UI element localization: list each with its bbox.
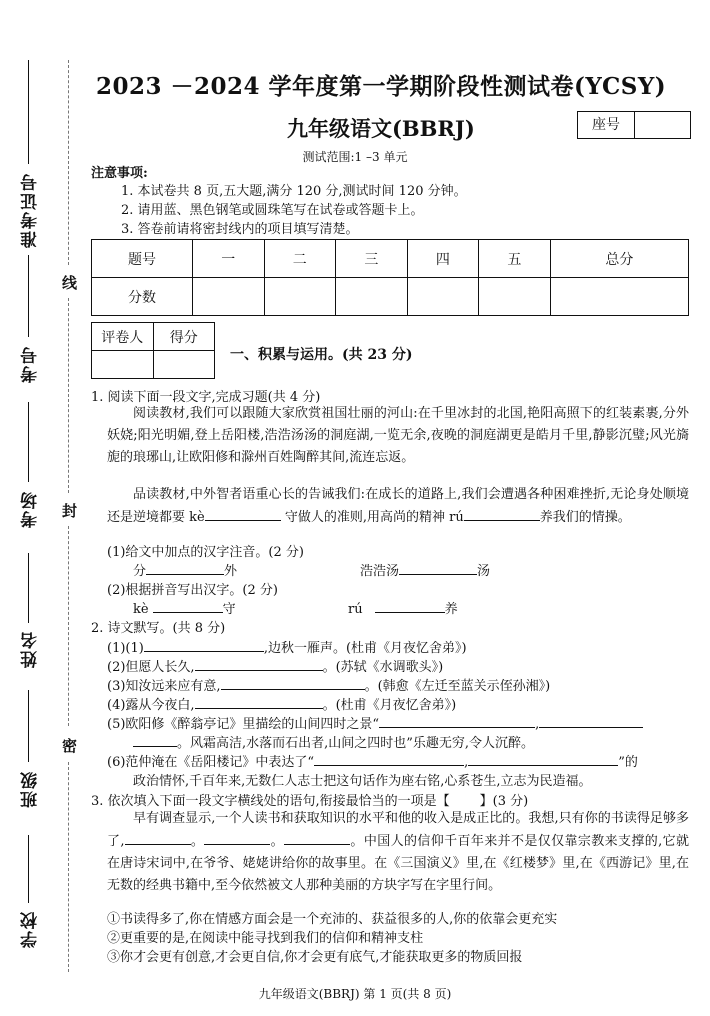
class-line (28, 690, 29, 762)
page-footer: 九年级语文(BBRJ) 第 1 页(共 8 页) (258, 987, 452, 1001)
answer-blank[interactable] (379, 713, 535, 728)
score-cell[interactable] (550, 278, 688, 316)
q2-line-1 (107, 637, 467, 656)
side-label-admission: 准考证号 (21, 172, 41, 248)
answer-blank[interactable] (539, 713, 643, 728)
seal-line-mid (68, 298, 69, 493)
score-cell[interactable] (479, 278, 551, 316)
score-header-cell: 总分 (550, 240, 688, 278)
answer-blank[interactable] (195, 694, 323, 709)
q3-para-b: 中国人的信仰千百年来并不是仅仅靠宗教来支撑的,它就在唐诗宋词中,在爷爷、姥姥讲给你的故事里。在《三国演义》里,在《红楼梦》里,在《西游记》里,在无数的经典书籍中,至今依然被文人那种美丽的方块字写在字里行间。 (107, 834, 689, 893)
q2-l3-text: 。(韩愈《左迁至蓝关示侄孙湘》) (364, 679, 551, 694)
seal-char-line: 线 (62, 274, 78, 292)
side-label-school: 学校 (21, 910, 41, 948)
q3-title-end: 】(3 分) (479, 794, 529, 809)
side-label-name: 姓名 (21, 630, 41, 668)
q1-sub2-a-pinyin: kè (133, 602, 149, 617)
q2-l2-prefix: (2)但愿人长久, (107, 660, 195, 675)
room-line (28, 402, 29, 482)
q2-line-5b (133, 732, 534, 751)
test-range: 测试范围:1 –3 单元 (302, 150, 408, 164)
q2-l4-text: 。(杜甫《月夜忆舍弟》) (322, 698, 457, 713)
q2-l1-text: ,边秋一雁声。(杜甫《月夜忆舍弟》) (263, 641, 467, 656)
q3-paragraph: 早有调查显示,一个人读书和获取知识的水平和他的收入是成正比的。我想,只有你的书读得足够多了, 。 。 。中国人的信仰千百年来并不是仅仅靠宗教来支撑的,它就在唐诗宋词中,在爷爷、姥姥讲给你的故事里。在《三国演义》里,在《红楼梦》里,在《西游记》里,在无数的经典书籍中,至今依然被文人那种美丽的方块字写在字里行间。 (107, 811, 689, 893)
score-cell[interactable] (407, 278, 479, 316)
q3-para-a: 早有调查显示,一个人读书和获取知识的水平和他的收入是成正比的。我想,只有你的书读得足够多了, (107, 811, 689, 849)
notice-item: 1. 本试卷共 8 页,五大题,满分 120 分,测试时间 120 分钟。 (121, 184, 467, 199)
score-header-cell: 一 (193, 240, 265, 278)
q3-title (91, 790, 528, 809)
q1-sub1-b-char2: 汤 (477, 564, 491, 579)
answer-blank[interactable] (153, 598, 223, 613)
score-header-cell: 三 (336, 240, 408, 278)
q2-l1-prefix: (1)(1) (107, 641, 144, 656)
answer-blank[interactable] (464, 506, 540, 521)
seat-label: 座号 (578, 112, 635, 138)
q1-sub1-b-char: 浩浩汤 (360, 564, 400, 579)
side-label-class: 班级 (21, 770, 41, 808)
q1-sub1-a-char2: 外 (224, 564, 238, 579)
q2-l5b-text: 。风霜高洁,水落而石出者,山间之四时也”乐趣无穷,令人沉醉。 (177, 736, 535, 751)
score-header-cell: 二 (264, 240, 336, 278)
answer-blank[interactable] (146, 560, 224, 575)
answer-blank[interactable] (468, 751, 618, 766)
q1-title: 1. 阅读下面一段文字,完成习题(共 4 分) (91, 390, 321, 405)
q2-line-5: (5)欧阳修《醉翁亭记》里描绘的山间四时之景“ , (107, 713, 643, 732)
grader-cell[interactable] (92, 351, 154, 379)
q2-line-4 (107, 694, 456, 713)
side-label-room: 考场 (21, 490, 41, 528)
section-title: 一、积累与运用。(共 23 分) (230, 347, 413, 363)
notice-title: 注意事项: (91, 166, 148, 181)
grader-table (91, 322, 215, 379)
q2-l4-prefix: (4)露从今夜白, (107, 698, 195, 713)
examno-line (28, 255, 29, 337)
answer-blank[interactable] (195, 656, 323, 671)
q1-sub1-b (360, 560, 490, 579)
q2-line-6: (6)范仲淹在《岳阳楼记》中表达了“ , ”的 (107, 751, 638, 770)
q2-l6-end: ”的 (618, 755, 638, 770)
score-cell[interactable] (193, 278, 265, 316)
q3-option-2: ②更重要的是,在阅读中能寻找到我们的信仰和精神支柱 (107, 931, 424, 946)
exam-subtitle: 九年级语文(BBRJ) (287, 116, 475, 141)
q1-paragraph-1: 阅读教材,我们可以跟随大家欣赏祖国壮丽的河山:在千里冰封的北国,艳阳高照下的红装素裹,分外妖娆;阳光明媚,登上岳阳楼,浩浩汤汤的洞庭湖,一览无余,夜晚的洞庭湖更是皓月千里,静影沉璧;风光旖旎的琅琊山,让欧阳修和滁州百姓陶醉其间,流连忘返。 (107, 406, 689, 465)
notice-list (121, 182, 467, 239)
q2-l5-prefix: (5)欧阳修《醉翁亭记》里描绘的山间四时之景“ (107, 717, 380, 732)
notice-item: 3. 答卷前请将密封线内的项目填写清楚。 (121, 222, 359, 237)
q1-sub2-b (348, 598, 458, 617)
answer-blank[interactable] (221, 675, 365, 690)
q1-paragraph-2 (107, 484, 689, 529)
answer-bracket[interactable] (450, 791, 480, 805)
q1-sub2-b-pinyin: rú (348, 602, 363, 617)
name-line (28, 553, 29, 623)
q1-sub1-a-char: 分 (133, 564, 147, 579)
score-row-label: 分数 (92, 278, 193, 316)
seal-line-low (68, 526, 69, 726)
q1-sub1: (1)给文中加点的汉字注音。(2 分) (107, 545, 304, 560)
exam-title: 2023 －2024 学年度第一学期阶段性测试卷(YCSY) (96, 73, 667, 100)
answer-blank[interactable] (205, 506, 281, 521)
seal-char-secret: 密 (62, 737, 78, 755)
q3-option-1: ①书读得多了,你在情感方面会是一个充沛的、获益很多的人,你的依靠会更充实 (107, 912, 558, 927)
q1-sub2: (2)根据拼音写出汉字。(2 分) (107, 583, 278, 598)
q2-title: 2. 诗文默写。(共 8 分) (91, 621, 226, 636)
answer-blank[interactable] (399, 560, 477, 575)
score-header-cell: 四 (407, 240, 479, 278)
score-header-cell: 题号 (92, 240, 193, 278)
q2-line-6b: 政治情怀,千百年来,无数仁人志士把这句话作为座右铭,心系苍生,立志为民造福。 (133, 774, 592, 789)
answer-blank[interactable] (125, 830, 191, 845)
answer-blank[interactable] (284, 830, 350, 845)
answer-blank[interactable] (133, 732, 177, 747)
answer-blank[interactable] (314, 751, 464, 766)
score-table-header-row (92, 240, 689, 278)
score-header-cell: 五 (479, 240, 551, 278)
q2-l3-prefix: (3)知汝远来应有意, (107, 679, 221, 694)
q1-sub2-a (133, 598, 236, 617)
q2-line-2 (107, 656, 443, 675)
side-label-examno: 考号 (21, 345, 41, 383)
grader-label: 评卷人 (92, 323, 154, 351)
school-line (28, 835, 29, 903)
q1-para2-a: 品读教材,中外智者语重心长的告诫我们:在成长的道路上,我们会遭遇各种困难挫折,无论身处顺境还是逆境都要 kè (107, 487, 689, 525)
q1-sub2-a-char: 守 (222, 602, 236, 617)
q1-sub1-a (133, 560, 237, 579)
q1-sub2-b-char: 养 (444, 602, 458, 617)
q3-option-3: ③你才会更有创意,才会更自信,你才会更有底气,才能获取更多的物质回报 (107, 950, 523, 965)
answer-blank[interactable] (204, 830, 270, 845)
score-label: 得分 (153, 323, 215, 351)
seal-char-seal: 封 (62, 502, 78, 520)
q1-para2-c: 养我们的情操。 (539, 510, 631, 525)
score-table (91, 239, 689, 316)
score-table-row (92, 278, 689, 316)
q1-para2-b: 守做人的准则,用高尚的精神 rú (284, 510, 464, 525)
seat-number-box (577, 111, 691, 139)
score-cell[interactable] (264, 278, 336, 316)
q2-l2-text: 。(苏轼《水调歌头》) (322, 660, 444, 675)
q3-title-text: 3. 依次填入下面一段文字横线处的语句,衔接最恰当的一项是【 (91, 794, 450, 809)
grader-score-cell[interactable] (153, 351, 215, 379)
q2-l6-prefix: (6)范仲淹在《岳阳楼记》中表达了“ (107, 755, 315, 770)
q2-line-3 (107, 675, 550, 694)
notice-item: 2. 请用蓝、黑色钢笔或圆珠笔写在试卷或答题卡上。 (121, 203, 424, 218)
score-cell[interactable] (336, 278, 408, 316)
seal-line-bottom (68, 762, 69, 972)
answer-blank[interactable] (375, 598, 445, 613)
answer-blank[interactable] (144, 637, 264, 652)
